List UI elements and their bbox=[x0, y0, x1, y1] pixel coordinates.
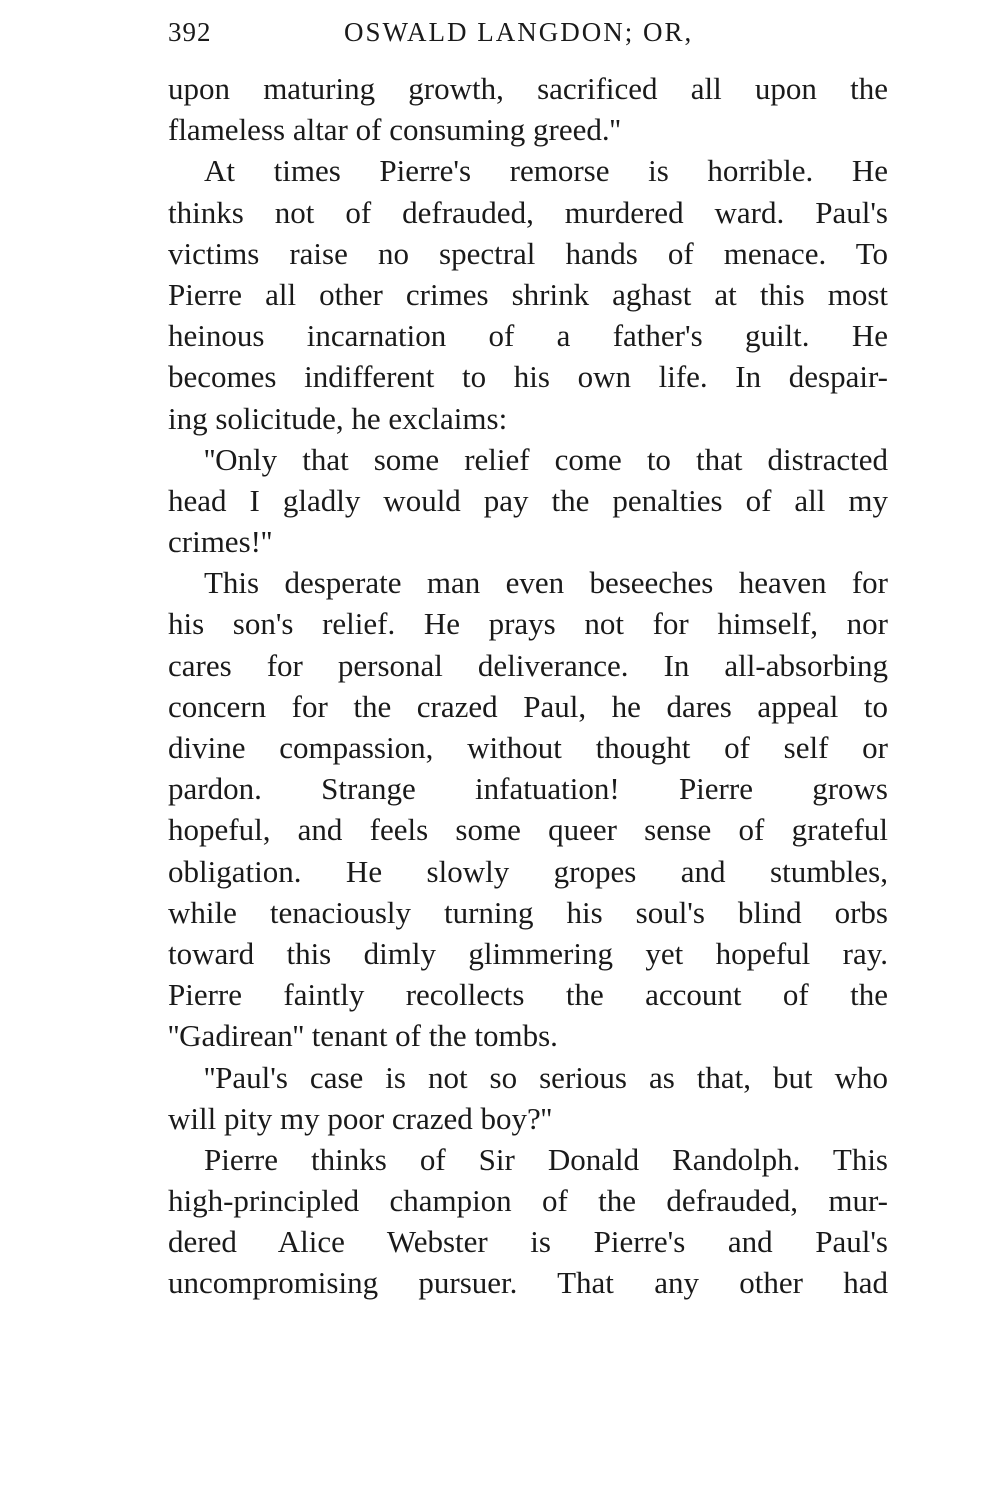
text-line: uncompromising pursuer. That any other had bbox=[168, 1265, 888, 1301]
page-number: 392 bbox=[168, 17, 212, 47]
text-line: toward this dimly glimmering yet hopeful ray. bbox=[168, 935, 888, 971]
text-line: Pierre all other crimes shrink aghast at this most bbox=[168, 276, 888, 312]
body-text bbox=[168, 68, 888, 1304]
text-line: ing solicitude, he exclaims: bbox=[168, 400, 508, 436]
running-title: OSWALD LANGDON; OR, bbox=[344, 17, 694, 47]
text-line: thinks not of defrauded, murdered ward. Paul's bbox=[168, 194, 888, 230]
text-line: Pierre faintly recollects the account of the bbox=[168, 977, 888, 1013]
text-line: ''Paul's case is not so serious as that, but who bbox=[204, 1059, 888, 1095]
text-line: becomes indifferent to his own life. In despair- bbox=[168, 359, 888, 395]
text-line: divine compassion, without thought of self or bbox=[168, 730, 888, 765]
text-line: head I gladly would pay the penalties of all my bbox=[168, 482, 888, 518]
text-line: high-principled champion of the defrauded, mur- bbox=[168, 1183, 888, 1219]
text-line: cares for personal deliverance. In all-absorbing bbox=[168, 647, 888, 683]
text-line: ''Gadirean'' tenant of the tombs. bbox=[168, 1018, 558, 1054]
text-line: dered Alice Webster is Pierre's and Paul's bbox=[168, 1224, 888, 1260]
text-line: will pity my poor crazed boy?'' bbox=[168, 1100, 552, 1136]
text-line: while tenaciously turning his soul's blind orbs bbox=[168, 894, 888, 930]
text-line: Pierre thinks of Sir Donald Randolph. This bbox=[204, 1141, 888, 1177]
text-line: flameless altar of consuming greed.'' bbox=[168, 112, 621, 148]
text-line: victims raise no spectral hands of menace. To bbox=[168, 235, 888, 271]
text-line: heinous incarnation of a father's guilt. He bbox=[168, 318, 888, 354]
text-line: ''Only that some relief come to that distracted bbox=[204, 441, 888, 477]
text-line: hopeful, and feels some queer sense of grateful bbox=[168, 812, 888, 848]
text-line: his son's relief. He prays not for himself, nor bbox=[168, 606, 888, 642]
text-line: upon maturing growth, sacrificed all upon the bbox=[168, 71, 888, 106]
text-line: obligation. He slowly gropes and stumbles, bbox=[168, 853, 888, 889]
text-line: concern for the crazed Paul, he dares appeal to bbox=[168, 688, 888, 724]
text-line: This desperate man even beseeches heaven for bbox=[204, 565, 888, 601]
page-header bbox=[168, 12, 888, 52]
text-line: At times Pierre's remorse is horrible. He bbox=[204, 153, 888, 189]
text-line: crimes!'' bbox=[168, 524, 273, 560]
text-line: pardon. Strange infatuation! Pierre grows bbox=[168, 771, 888, 807]
